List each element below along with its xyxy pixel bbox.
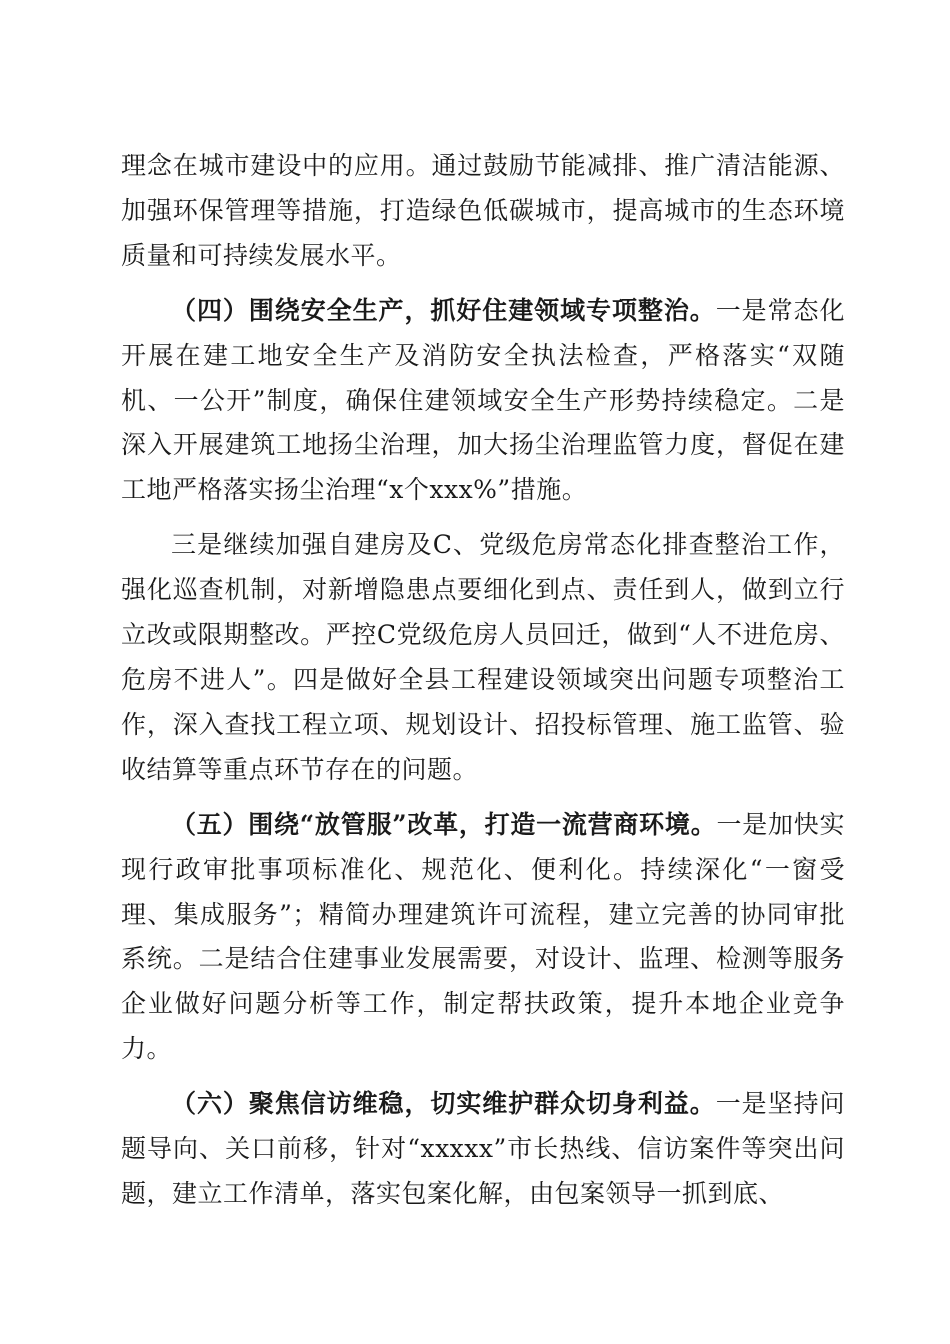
paragraph-2 [121, 289, 845, 514]
paragraph-3 [121, 523, 845, 792]
paragraph-3-text: 三是继续加强自建房及C、党级危房常态化排查整治工作，强化巡查机制，对新增隐患点要细化到点、责任到人，做到立行立改或限期整改。严控C党级危房人员回迁，做到“人不进危房、危房不进人”。四是做好全县工程建设领域突出问题专项整治工作，深入查找工程立项、规划设计、招投标管理、施工监管、验收结算等重点环节存在的问题。 [121, 530, 845, 784]
paragraph-1-text: 理念在城市建设中的应用。通过鼓励节能减排、推广清洁能源、加强环保管理等措施，打造绿色低碳城市，提高城市的生态环境质量和可持续发展水平。 [121, 151, 845, 270]
paragraph-5-heading: （六）聚焦信访维稳，切实维护群众切身利益。 [171, 1089, 716, 1119]
paragraph-5 [121, 1082, 845, 1217]
paragraph-4-heading: （五）围绕“放管服”改革，打造一流营商环境。 [171, 809, 717, 839]
paragraph-1 [121, 144, 845, 279]
paragraph-2-text: 一是常态化开展在建工地安全生产及消防安全执法检查，严格落实“双随机、一公开”制度，确保住建领域安全生产形势持续稳定。二是深入开展建筑工地扬尘治理，加大扬尘治理监管力度，督促在建工地严格落实扬尘治理“x个xxx%”措施。 [121, 295, 845, 505]
paragraph-2-heading: （四）围绕安全生产，抓好住建领域专项整治。 [171, 295, 716, 325]
paragraph-4-text: 一是加快实现行政审批事项标准化、规范化、便利化。持续深化“一窗受理、集成服务”；精简办理建筑许可流程，建立完善的协同审批系统。二是结合住建事业发展需要，对设计、监理、检测等服务企业做好问题分析等工作，制定帮扶政策，提升本地企业竞争力。 [121, 809, 845, 1064]
paragraph-5-text: 一是坚持问题导向、关口前移，针对“xxxxx”市长热线、信访案件等突出问题，建立工作清单，落实包案化解，由包案领导一抓到底、 [121, 1089, 845, 1208]
paragraph-4 [121, 803, 845, 1072]
document-body [121, 144, 845, 1217]
